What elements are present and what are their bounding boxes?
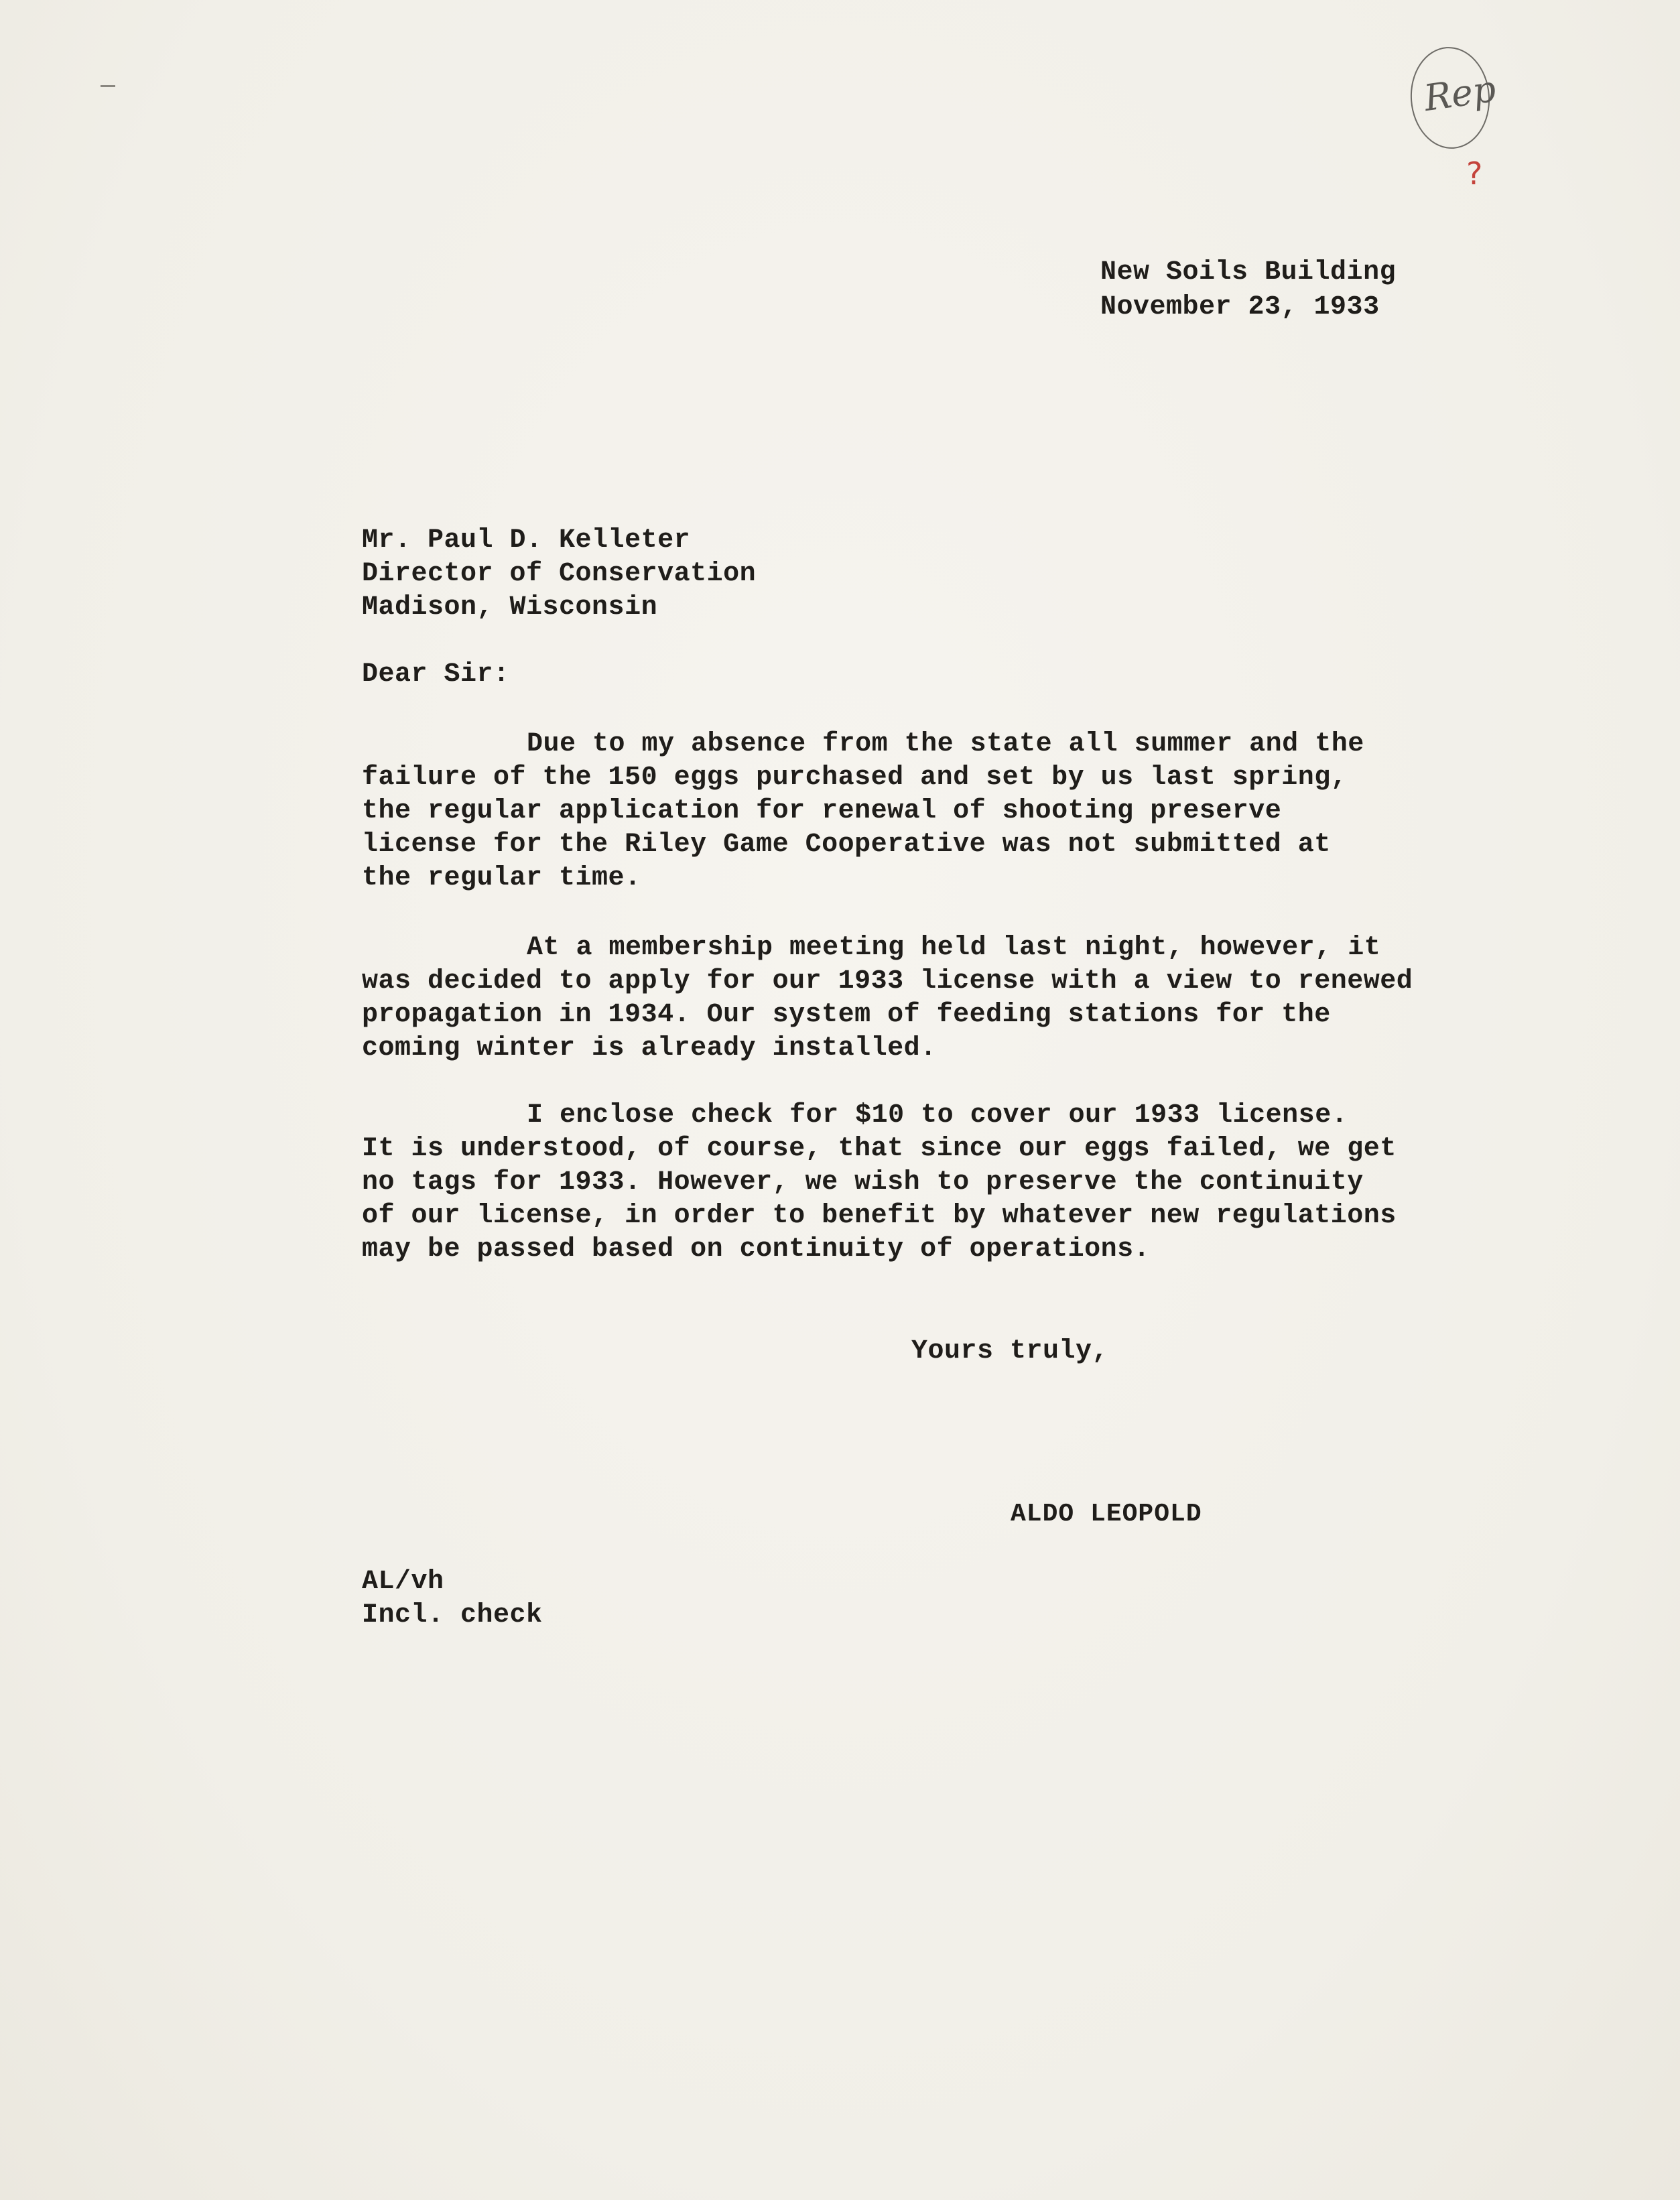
header-location: New Soils Building	[1100, 257, 1397, 287]
paragraph-line: of our license, in order to benefit by whatever new regulations	[362, 1201, 1397, 1231]
closing: Yours truly,	[911, 1336, 1109, 1366]
paragraph-line: may be passed based on continuity of operations.	[362, 1234, 1151, 1265]
paragraph-line: Due to my absence from the state all summer and the	[527, 729, 1364, 759]
paragraph-line: the regular time.	[362, 863, 641, 893]
paragraph-line: At a membership meeting held last night, however, it	[527, 933, 1381, 963]
header-date: November 23, 1933	[1100, 292, 1380, 322]
paragraph-line: propagation in 1934. Our system of feeding stations for the	[362, 1000, 1331, 1030]
signature: ALDO LEOPOLD	[1011, 1500, 1202, 1529]
paragraph-line: failure of the 150 eggs purchased and set by us last spring,	[362, 763, 1348, 793]
recipient-name: Mr. Paul D. Kelleter	[362, 525, 691, 556]
paragraph-line: coming winter is already installed.	[362, 1033, 937, 1063]
paragraph-line: no tags for 1933. However, we wish to preserve the continuity	[362, 1167, 1364, 1198]
paragraph-line: I enclose check for $10 to cover our 1933 license.	[527, 1100, 1348, 1130]
enclosure-note: Incl. check	[362, 1600, 543, 1630]
recipient-title: Director of Conservation	[362, 559, 757, 589]
paragraph-line: It is understood, of course, that since our eggs failed, we get	[362, 1134, 1397, 1164]
margin-mark	[101, 85, 115, 87]
red-question-mark: ?	[1466, 155, 1483, 192]
circled-annotation-text: Rep	[1421, 67, 1499, 120]
typist-initials: AL/vh	[362, 1567, 444, 1597]
paragraph-line: the regular application for renewal of shooting preserve	[362, 796, 1282, 826]
paragraph-line: license for the Riley Game Cooperative was not submitted at	[362, 830, 1331, 860]
recipient-city: Madison, Wisconsin	[362, 592, 658, 623]
paragraph-line: was decided to apply for our 1933 license with a view to renewed	[362, 966, 1413, 996]
salutation: Dear Sir:	[362, 659, 510, 690]
